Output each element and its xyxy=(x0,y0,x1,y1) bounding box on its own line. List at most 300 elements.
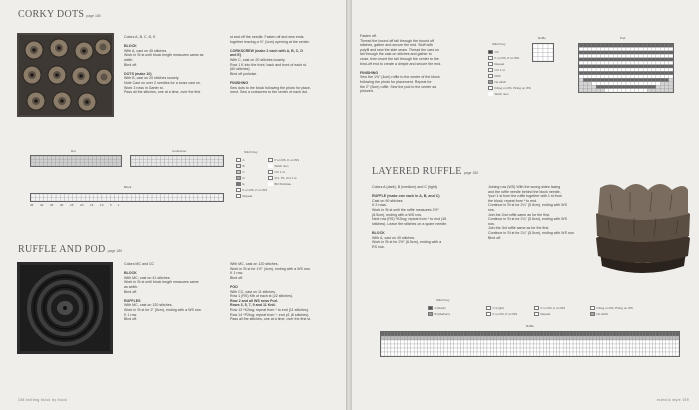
chart-cell xyxy=(421,344,424,348)
chart-cell xyxy=(60,159,64,162)
chart-cell xyxy=(586,336,589,340)
chart-cell xyxy=(605,89,609,92)
chart-cell xyxy=(556,348,559,352)
chart-cell xyxy=(431,344,434,348)
chart-cell xyxy=(381,336,384,340)
chart-cell xyxy=(643,352,646,356)
chart-cell xyxy=(639,44,643,47)
chart-cell xyxy=(622,89,626,92)
chart-cell xyxy=(623,352,626,356)
chart-cell xyxy=(169,156,173,159)
chart-cell xyxy=(507,336,510,340)
chart-cell xyxy=(451,344,454,348)
chart-cell xyxy=(109,156,113,159)
chart-cell xyxy=(583,78,587,81)
instruction-line: RS row. xyxy=(372,244,385,249)
chart-cell xyxy=(579,61,583,64)
chart-cell xyxy=(77,194,81,198)
chart-cell xyxy=(89,198,93,202)
chart-cell xyxy=(543,332,546,336)
chart-cell xyxy=(643,47,647,50)
chart-cell xyxy=(523,332,526,336)
chart-cell xyxy=(588,65,592,68)
chart-cell xyxy=(646,332,649,336)
chart-cell xyxy=(633,352,636,356)
chart-cell xyxy=(500,332,503,336)
ruffle-chart-label: Ruffle xyxy=(538,36,546,40)
chart-cell xyxy=(622,75,626,78)
chart-cell xyxy=(619,332,622,336)
chart-cell xyxy=(424,340,427,344)
chart-cell xyxy=(609,340,612,344)
chart-cell xyxy=(401,332,404,336)
chart-cell xyxy=(649,352,652,356)
chart-cell xyxy=(653,340,656,344)
chart-cell xyxy=(135,156,139,159)
instruction-line: With CC, cast on 11 stitches. xyxy=(230,289,276,294)
chart-cell xyxy=(647,58,651,61)
chart-cell xyxy=(510,348,513,352)
chart-cell xyxy=(643,82,647,85)
chart-cell xyxy=(603,336,606,340)
chart-cell xyxy=(669,65,673,68)
chart-cell xyxy=(60,156,64,159)
chart-cell xyxy=(520,336,523,340)
chart-cell xyxy=(407,344,410,348)
chart-cell xyxy=(646,352,649,356)
chart-cell xyxy=(639,89,643,92)
chart-cell xyxy=(622,68,626,71)
instruction-line: Row 14 *P2tog; repeat from *, end p1 (6 stitches). xyxy=(230,312,310,317)
chart-cell xyxy=(421,336,424,340)
instruction-line: Cast on 90 stitches xyxy=(372,198,403,203)
chart-cell xyxy=(570,352,573,356)
chart-cell xyxy=(391,352,394,356)
chart-cell xyxy=(652,61,656,64)
chart-cell xyxy=(464,344,467,348)
instruction-line: st and off the needle. Fasten off and sew ends xyxy=(230,35,304,39)
chart-cell xyxy=(533,344,536,348)
chart-cell xyxy=(656,344,659,348)
chart-cell xyxy=(504,332,507,336)
chart-cell xyxy=(603,348,606,352)
chart-cell xyxy=(647,82,651,85)
chart-cell xyxy=(547,348,550,352)
chart-cell xyxy=(454,340,457,344)
chart-cell xyxy=(427,340,430,344)
chart-cell xyxy=(583,65,587,68)
chart-cell xyxy=(592,51,596,54)
chart-cell xyxy=(619,352,622,356)
chart-cell xyxy=(109,163,113,166)
instruction-line: Bind off. xyxy=(488,235,502,240)
chart-cell xyxy=(96,156,100,159)
chart-cell xyxy=(114,194,118,198)
chart-cell xyxy=(460,332,463,336)
chart-cell xyxy=(169,163,173,166)
instruction-line: With MC, cast on 41 stitches. xyxy=(124,275,171,280)
chart-cell xyxy=(177,163,181,166)
chart-cell xyxy=(513,332,516,336)
chart-cell xyxy=(219,159,223,162)
chart-cell xyxy=(617,85,621,88)
chart-cell xyxy=(56,156,60,159)
chart-cell xyxy=(600,78,604,81)
chart-cell xyxy=(106,198,110,202)
chart-cell xyxy=(560,344,563,348)
chart-cell xyxy=(148,163,152,166)
chart-cell xyxy=(659,340,662,344)
chart-cell xyxy=(635,54,639,57)
chart-cell xyxy=(672,348,675,352)
chart-cell xyxy=(606,348,609,352)
chart-cell xyxy=(583,75,587,78)
chart-cell xyxy=(114,198,118,202)
chart-cell xyxy=(537,332,540,336)
chart-cell xyxy=(88,163,92,166)
chart-cell xyxy=(630,47,634,50)
chart-cell xyxy=(388,348,391,352)
chart-cell xyxy=(656,78,660,81)
chart-cell xyxy=(480,348,483,352)
chart-cell xyxy=(548,57,553,61)
chart-cell xyxy=(219,194,223,198)
chart-cell xyxy=(626,44,630,47)
chart-cell xyxy=(474,332,477,336)
chart-cell xyxy=(566,340,569,344)
chart-cell xyxy=(39,159,43,162)
chart-cell xyxy=(148,156,152,159)
chart-cell xyxy=(215,194,219,198)
chart-cell xyxy=(609,54,613,57)
chart-cell xyxy=(210,163,214,166)
chart-cell xyxy=(664,75,668,78)
chart-cell xyxy=(639,332,642,336)
chart-cell xyxy=(152,159,156,162)
chart-cell xyxy=(47,163,51,166)
chart-cell xyxy=(652,85,656,88)
chart-cell xyxy=(210,156,214,159)
chart-cell xyxy=(391,344,394,348)
instruction-line: Row 13 *K2tog; repeat from * to end (11 stitches). xyxy=(230,307,310,312)
chart-cell xyxy=(530,336,533,340)
chart-cell xyxy=(500,352,503,356)
chart-cell xyxy=(487,348,490,352)
chart-cell xyxy=(47,156,51,159)
layered-ruffle-title: LAYERED RUFFLE page 180 xyxy=(372,166,479,177)
chart-cell xyxy=(619,344,622,348)
chart-cell xyxy=(630,54,634,57)
chart-cell xyxy=(190,198,194,202)
chart-cell xyxy=(636,344,639,348)
chart-cell xyxy=(484,352,487,356)
chart-cell xyxy=(605,58,609,61)
chart-cell xyxy=(659,332,662,336)
chart-cell xyxy=(603,332,606,336)
chart-cell xyxy=(583,61,587,64)
chart-cell xyxy=(596,44,600,47)
chart-cell xyxy=(431,340,434,344)
chart-cell xyxy=(101,163,105,166)
chart-cell xyxy=(596,348,599,352)
chart-cell xyxy=(173,159,177,162)
instruction-line: Work 3 rows in Garter st. xyxy=(124,85,164,90)
chart-cell xyxy=(497,340,500,344)
chart-cell xyxy=(424,352,427,356)
chart-cell xyxy=(596,68,600,71)
chart-cell xyxy=(623,348,626,352)
chart-cell xyxy=(647,89,651,92)
chart-cell xyxy=(623,332,626,336)
chart-cell xyxy=(570,336,573,340)
chart-cell xyxy=(44,194,48,198)
chart-cell xyxy=(588,51,592,54)
chart-cell xyxy=(593,344,596,348)
chart-cell xyxy=(411,352,414,356)
chart-cell xyxy=(622,44,626,47)
chart-cell xyxy=(643,54,647,57)
chart-cell xyxy=(185,194,189,198)
chart-cell xyxy=(517,348,520,352)
chart-cell xyxy=(669,85,673,88)
chart-cell xyxy=(630,58,634,61)
chart-cell xyxy=(590,344,593,348)
chart-cell xyxy=(441,344,444,348)
chart-cell xyxy=(119,194,123,198)
chart-cell xyxy=(72,163,76,166)
chart-cell xyxy=(533,44,538,48)
chart-cell xyxy=(592,44,596,47)
chart-cell xyxy=(590,348,593,352)
chart-cell xyxy=(643,78,647,81)
chart-cell xyxy=(573,336,576,340)
chart-cell xyxy=(579,58,583,61)
chart-cell xyxy=(605,82,609,85)
chart-cell xyxy=(613,352,616,356)
chart-cell xyxy=(127,194,131,198)
chart-cell xyxy=(210,194,214,198)
chart-cell xyxy=(600,44,604,47)
chart-cell xyxy=(177,194,181,198)
chart-cell xyxy=(617,54,621,57)
chart-cell xyxy=(434,352,437,356)
chart-cell xyxy=(427,352,430,356)
chart-cell xyxy=(600,82,604,85)
chart-cell xyxy=(64,198,68,202)
chart-cell xyxy=(384,344,387,348)
chart-cell xyxy=(513,336,516,340)
chart-cell xyxy=(626,68,630,71)
chart-cell xyxy=(669,352,672,356)
layered-ruffle-instructions-2 xyxy=(488,185,588,240)
pod-stitch-key-label: Stitch Key xyxy=(492,42,506,46)
chart-cell xyxy=(613,344,616,348)
instruction-line: Work in St st for 2" (5cm), ending with a WS row. xyxy=(124,307,202,312)
chart-cell xyxy=(656,51,660,54)
chart-cell xyxy=(39,163,43,166)
chart-cell xyxy=(102,198,106,202)
instruction-line: stitches, gather and secure the end. Stuff with xyxy=(360,43,433,48)
chart-cell xyxy=(556,336,559,340)
chart-cell xyxy=(504,352,507,356)
chart-cell xyxy=(660,82,664,85)
chart-cell xyxy=(139,163,143,166)
chart-cell xyxy=(579,54,583,57)
chart-cell xyxy=(656,82,660,85)
chart-cell xyxy=(617,82,621,85)
chart-cell xyxy=(119,198,123,202)
chart-cell xyxy=(579,65,583,68)
chart-cell xyxy=(219,156,223,159)
chart-cell xyxy=(135,194,139,198)
chart-cell xyxy=(490,332,493,336)
chart-cell xyxy=(617,75,621,78)
chart-cell xyxy=(596,82,600,85)
chart-cell xyxy=(31,198,35,202)
chart-cell xyxy=(417,336,420,340)
chart-cell xyxy=(588,78,592,81)
chart-cell xyxy=(460,352,463,356)
chart-cell xyxy=(131,156,135,159)
chart-cell xyxy=(653,344,656,348)
chart-cell xyxy=(451,352,454,356)
chart-cell xyxy=(579,75,583,78)
instruction-line: Join the 2nd ruffle same as for the first. xyxy=(488,212,551,217)
chart-cell xyxy=(659,344,662,348)
chart-cell xyxy=(101,156,105,159)
chart-cell xyxy=(579,82,583,85)
chart-cell xyxy=(570,344,573,348)
chart-cell xyxy=(398,332,401,336)
chart-cell xyxy=(84,156,88,159)
chart-cell xyxy=(31,159,35,162)
block-chart-numbers: 45 40 35 30 25 20 15 10 5 1 xyxy=(30,203,120,207)
chart-cell xyxy=(588,47,592,50)
chart-cell xyxy=(596,336,599,340)
chart-cell xyxy=(35,163,39,166)
chart-cell xyxy=(660,78,664,81)
chart-cell xyxy=(123,194,127,198)
chart-cell xyxy=(626,82,630,85)
chart-cell xyxy=(210,198,214,202)
chart-cell xyxy=(77,198,81,202)
chart-cell xyxy=(500,344,503,348)
chart-cell xyxy=(164,159,168,162)
chart-cell xyxy=(643,89,647,92)
chart-cell xyxy=(592,54,596,57)
chart-cell xyxy=(652,71,656,74)
chart-cell xyxy=(573,332,576,336)
chart-cell xyxy=(181,194,185,198)
chart-cell xyxy=(181,198,185,202)
chart-cell xyxy=(669,71,673,74)
chart-cell xyxy=(596,340,599,344)
chart-cell xyxy=(662,352,665,356)
instruction-line: POD xyxy=(230,284,238,289)
chart-cell xyxy=(649,344,652,348)
chart-cell xyxy=(444,348,447,352)
layered-ruffle-chart-label: Ruffle xyxy=(526,324,534,328)
chart-cell xyxy=(633,348,636,352)
instruction-line: With MC, cast on 120 stitches. xyxy=(124,303,173,308)
chart-cell xyxy=(105,163,109,166)
chart-cell xyxy=(441,352,444,356)
chart-cell xyxy=(616,332,619,336)
chart-cell xyxy=(586,332,589,336)
block-chart-label: Block xyxy=(124,185,132,189)
chart-cell xyxy=(381,340,384,344)
chart-cell xyxy=(206,198,210,202)
chart-cell xyxy=(513,340,516,344)
chart-cell xyxy=(517,352,520,356)
chart-cell xyxy=(583,348,586,352)
chart-cell xyxy=(613,68,617,71)
chart-cell xyxy=(69,194,73,198)
chart-cell xyxy=(543,48,548,52)
chart-cell xyxy=(613,82,617,85)
chart-cell xyxy=(543,44,548,48)
chart-cell xyxy=(60,198,64,202)
chart-cell xyxy=(464,340,467,344)
instruction-line: Colors A, B, C, D, E xyxy=(124,35,156,39)
chart-cell xyxy=(35,194,39,198)
chart-cell xyxy=(605,61,609,64)
left-page xyxy=(0,0,346,410)
instruction-line: With C, cast on 20 stitches loosely. xyxy=(230,57,286,62)
ruffle-and-pod-photo xyxy=(17,262,113,354)
chart-cell xyxy=(444,340,447,344)
chart-cell xyxy=(464,336,467,340)
chart-cell xyxy=(173,156,177,159)
chart-cell xyxy=(401,344,404,348)
chart-cell xyxy=(669,47,673,50)
chart-cell xyxy=(52,194,56,198)
chart-cell xyxy=(540,340,543,344)
chart-cell xyxy=(381,352,384,356)
chart-cell xyxy=(664,65,668,68)
chart-cell xyxy=(490,352,493,356)
chart-cell xyxy=(411,348,414,352)
chart-cell xyxy=(666,352,669,356)
chart-cell xyxy=(596,54,600,57)
chart-cell xyxy=(609,348,612,352)
chart-cell xyxy=(613,78,617,81)
chart-cell xyxy=(454,344,457,348)
chart-cell xyxy=(583,44,587,47)
chart-cell xyxy=(547,332,550,336)
chart-cell xyxy=(92,156,96,159)
chart-cell xyxy=(407,336,410,340)
chart-cell xyxy=(583,51,587,54)
chart-cell xyxy=(643,340,646,344)
chart-cell xyxy=(617,47,621,50)
chart-cell xyxy=(626,348,629,352)
chart-cell xyxy=(639,75,643,78)
chart-cell xyxy=(198,159,202,162)
chart-cell xyxy=(635,78,639,81)
chart-cell xyxy=(613,348,616,352)
chart-cell xyxy=(656,68,660,71)
chart-cell xyxy=(513,348,516,352)
chart-cell xyxy=(656,65,660,68)
chart-cell xyxy=(635,82,639,85)
chart-cell xyxy=(447,344,450,348)
chart-cell xyxy=(583,58,587,61)
chart-cell xyxy=(649,348,652,352)
instruction-line: following the photo for placement. Repeat for xyxy=(360,79,432,84)
instruction-line: Work in St st until the ruffle measures 2½" xyxy=(372,207,439,212)
chart-cell xyxy=(605,78,609,81)
